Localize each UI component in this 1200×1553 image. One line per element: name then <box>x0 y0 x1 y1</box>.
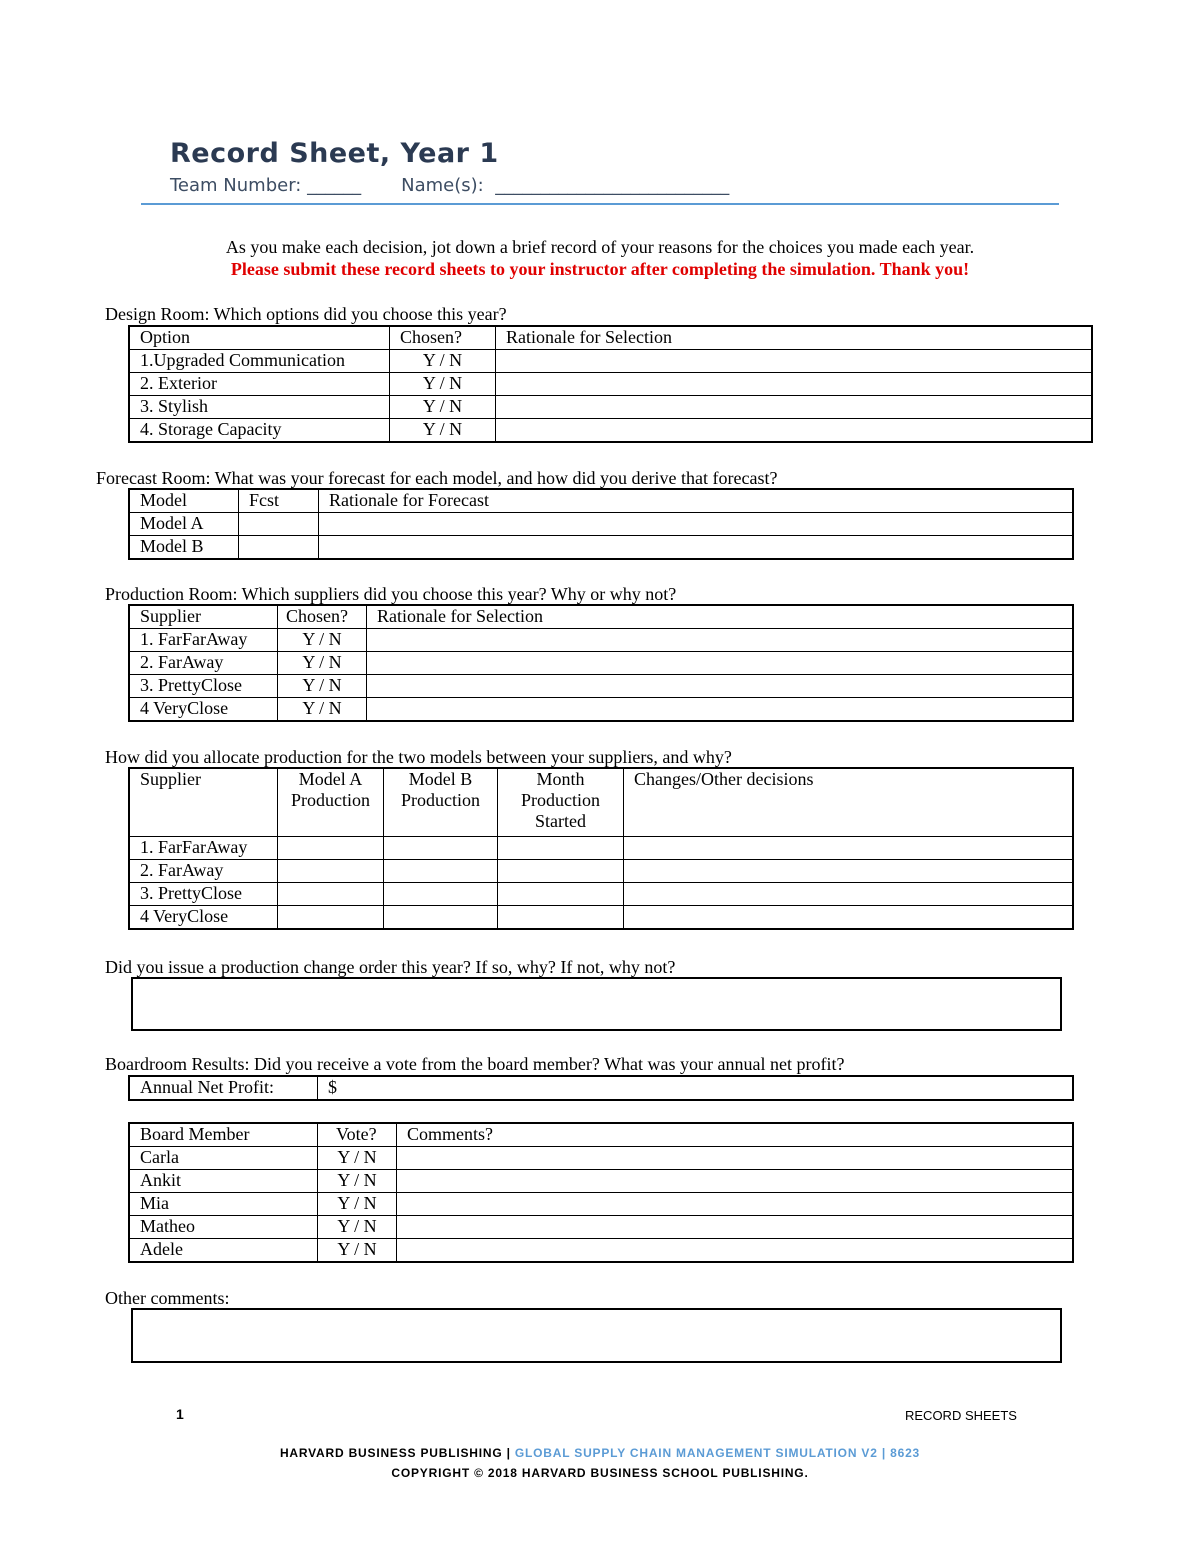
header-rule <box>141 203 1059 205</box>
header-cell: Rationale for Forecast <box>319 490 1073 513</box>
chosen-cell[interactable]: Y / N <box>278 629 367 652</box>
chosen-cell[interactable]: Y / N <box>278 675 367 698</box>
header-cell: Board Member <box>130 1124 318 1147</box>
month-cell[interactable] <box>498 860 624 883</box>
option-cell: 4. Storage Capacity <box>130 419 390 442</box>
chosen-cell[interactable]: Y / N <box>390 396 496 419</box>
page-number: 1 <box>176 1406 184 1422</box>
chosen-cell[interactable]: Y / N <box>278 698 367 721</box>
header-cell: Comments? <box>397 1124 1073 1147</box>
supplier-cell: 4 VeryClose <box>130 906 278 929</box>
vote-cell[interactable]: Y / N <box>318 1170 397 1193</box>
other-comments-box[interactable] <box>131 1308 1062 1363</box>
changes-cell[interactable] <box>624 906 1073 929</box>
table-row <box>130 419 1092 442</box>
table-row <box>130 837 1073 860</box>
header-cell: Model <box>130 490 239 513</box>
table-row <box>130 652 1073 675</box>
chosen-cell[interactable]: Y / N <box>390 373 496 396</box>
month-cell[interactable] <box>498 837 624 860</box>
vote-cell[interactable]: Y / N <box>318 1239 397 1262</box>
month-cell[interactable] <box>498 906 624 929</box>
comments-cell[interactable] <box>397 1239 1073 1262</box>
table-row <box>130 350 1092 373</box>
comments-cell[interactable] <box>397 1147 1073 1170</box>
chosen-cell[interactable]: Y / N <box>278 652 367 675</box>
allocation-question: How did you allocate production for the two models between your suppliers, and why? <box>105 747 732 767</box>
header-cell: Option <box>130 327 390 350</box>
header-cell: Rationale for Selection <box>496 327 1092 350</box>
table-row <box>130 860 1073 883</box>
table-row <box>130 1077 1073 1100</box>
rationale-cell[interactable] <box>319 513 1073 536</box>
option-cell: 3. Stylish <box>130 396 390 419</box>
net-profit-label: Annual Net Profit: <box>130 1077 318 1100</box>
table-row <box>130 906 1073 929</box>
footer-section-label: RECORD SHEETS <box>905 1408 1017 1423</box>
table-row <box>130 1147 1073 1170</box>
table-row <box>130 698 1073 721</box>
table-header-row <box>130 327 1092 350</box>
vote-cell[interactable]: Y / N <box>318 1216 397 1239</box>
footer-publisher-line <box>0 1446 1200 1460</box>
header-cell: Model A Production <box>278 769 384 837</box>
names-field[interactable]: __________________________ <box>495 175 730 196</box>
comments-cell[interactable] <box>397 1216 1073 1239</box>
supplier-cell: 3. PrettyClose <box>130 675 278 698</box>
model-a-cell[interactable] <box>278 860 384 883</box>
net-profit-field[interactable]: $ <box>318 1077 1073 1100</box>
table-row <box>130 1170 1073 1193</box>
model-b-cell[interactable] <box>384 837 498 860</box>
rationale-cell[interactable] <box>496 373 1092 396</box>
rationale-cell[interactable] <box>496 419 1092 442</box>
header-cell: Changes/Other decisions <box>624 769 1073 837</box>
forecast-room-question: Forecast Room: What was your forecast for each model, and how did you derive that forecast? <box>96 468 778 488</box>
team-names-line <box>170 175 729 196</box>
header-cell: Supplier <box>130 769 278 837</box>
table-row <box>130 1239 1073 1262</box>
comments-cell[interactable] <box>397 1193 1073 1216</box>
board-member-cell: Matheo <box>130 1216 318 1239</box>
model-b-cell[interactable] <box>384 906 498 929</box>
table-row <box>130 629 1073 652</box>
table-header-row <box>130 490 1073 513</box>
team-number-field[interactable]: ______ <box>307 175 362 196</box>
changes-cell[interactable] <box>624 860 1073 883</box>
comments-cell[interactable] <box>397 1170 1073 1193</box>
table-header-row <box>130 606 1073 629</box>
rationale-cell[interactable] <box>367 652 1073 675</box>
month-cell[interactable] <box>498 883 624 906</box>
board-member-cell: Mia <box>130 1193 318 1216</box>
header-cell: Supplier <box>130 606 278 629</box>
rationale-cell[interactable] <box>319 536 1073 559</box>
header-cell: Chosen? <box>390 327 496 350</box>
model-b-cell[interactable] <box>384 883 498 906</box>
team-number-label: Team Number: <box>170 175 302 196</box>
rationale-cell[interactable] <box>367 629 1073 652</box>
footer-copyright: COPYRIGHT © 2018 HARVARD BUSINESS SCHOOL PUBLISHING. <box>391 1466 809 1480</box>
changes-cell[interactable] <box>624 837 1073 860</box>
board-member-cell: Ankit <box>130 1170 318 1193</box>
chosen-cell[interactable]: Y / N <box>390 419 496 442</box>
design-room-question: Design Room: Which options did you choose this year? <box>105 304 507 324</box>
forecast-cell[interactable] <box>239 536 319 559</box>
model-a-cell[interactable] <box>278 906 384 929</box>
production-room-question: Production Room: Which suppliers did you choose this year? Why or why not? <box>105 584 677 604</box>
forecast-cell[interactable] <box>239 513 319 536</box>
model-a-cell[interactable] <box>278 837 384 860</box>
header-cell: Month Production Started <box>498 769 624 837</box>
supplier-cell: 2. FarAway <box>130 860 278 883</box>
header-cell: Model B Production <box>384 769 498 837</box>
intro-instructions: As you make each decision, jot down a brief record of your reasons for the choices you made each year. <box>225 237 975 257</box>
model-cell: Model A <box>130 513 239 536</box>
table-header-row <box>130 1124 1073 1147</box>
table-row <box>130 536 1073 559</box>
model-cell: Model B <box>130 536 239 559</box>
board-member-cell: Carla <box>130 1147 318 1170</box>
table-row <box>130 1216 1073 1239</box>
supplier-cell: 2. FarAway <box>130 652 278 675</box>
board-member-cell: Adele <box>130 1239 318 1262</box>
table-row <box>130 883 1073 906</box>
option-cell: 1.Upgraded Communication <box>130 350 390 373</box>
rationale-cell[interactable] <box>496 350 1092 373</box>
model-a-cell[interactable] <box>278 883 384 906</box>
supplier-cell: 1. FarFarAway <box>130 837 278 860</box>
footer-course: GLOBAL SUPPLY CHAIN MANAGEMENT <box>514 1446 772 1460</box>
table-header-row <box>130 769 1073 837</box>
allocation-table <box>129 768 1073 929</box>
rationale-cell[interactable] <box>496 396 1092 419</box>
rationale-cell[interactable] <box>367 698 1073 721</box>
change-order-question: Did you issue a production change order this year? If so, why? If not, why not? <box>105 957 676 977</box>
vote-cell[interactable]: Y / N <box>318 1193 397 1216</box>
rationale-cell[interactable] <box>367 675 1073 698</box>
board-vote-table <box>129 1123 1073 1262</box>
production-room-table <box>129 605 1073 721</box>
forecast-room-table <box>129 489 1073 559</box>
table-row <box>130 373 1092 396</box>
option-cell: 2. Exterior <box>130 373 390 396</box>
table-row <box>130 675 1073 698</box>
net-profit-table <box>129 1076 1073 1100</box>
header-cell: Fcst <box>239 490 319 513</box>
other-comments-label: Other comments: <box>105 1288 230 1308</box>
table-row <box>130 396 1092 419</box>
footer-publisher: HARVARD BUSINESS PUBLISHING | <box>279 1446 511 1460</box>
supplier-cell: 1. FarFarAway <box>130 629 278 652</box>
page-title: Record Sheet, Year 1 <box>170 138 499 169</box>
change-order-answer-box[interactable] <box>131 977 1062 1031</box>
header-cell: Vote? <box>318 1124 397 1147</box>
design-room-table <box>129 326 1092 442</box>
supplier-cell: 4 VeryClose <box>130 698 278 721</box>
supplier-cell: 3. PrettyClose <box>130 883 278 906</box>
header-cell: Chosen? <box>278 606 367 629</box>
submit-notice: Please submit these record sheets to your instructor after completing the simulation. Thank you! <box>230 259 970 279</box>
chosen-cell[interactable]: Y / N <box>390 350 496 373</box>
vote-cell[interactable]: Y / N <box>318 1147 397 1170</box>
boardroom-question: Boardroom Results: Did you receive a vote from the board member? What was your annual net profit? <box>105 1054 845 1074</box>
table-row <box>130 513 1073 536</box>
table-row <box>130 1193 1073 1216</box>
header-cell: Rationale for Selection <box>367 606 1073 629</box>
names-label: Name(s): <box>401 175 484 196</box>
model-b-cell[interactable] <box>384 860 498 883</box>
footer-version: SIMULATION V2 | 8623 <box>775 1446 921 1460</box>
changes-cell[interactable] <box>624 883 1073 906</box>
